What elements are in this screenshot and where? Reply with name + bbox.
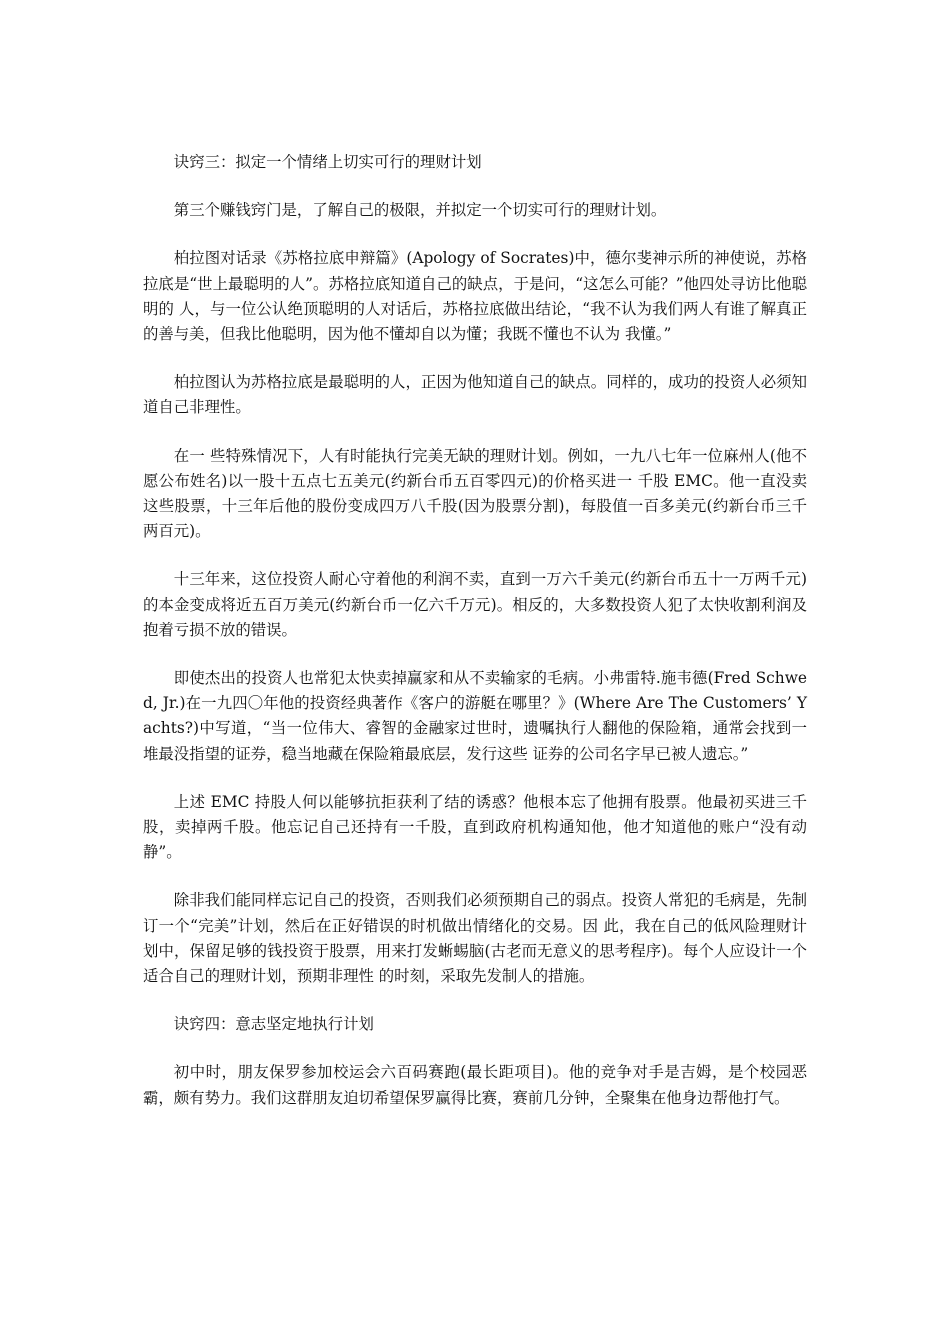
paragraph: 即使杰出的投资人也常犯太快卖掉赢家和从不卖输家的毛病。小弗雷特.施韦德(Fred Schwed, Jr.)在一九四〇年他的投资经典著作《客户的游艇在哪里？》(Where Are The Customers’ Yachts?)中写道，“当一位伟大、睿智的金融家过世时，遗嘱执行人翻他的保险箱，通常会找到一堆最没指望的证券，稳当地藏在保险箱最底层，发行这些 证券的公司名字早已被人遗忘。” (143, 669, 807, 763)
document-body (143, 150, 807, 1134)
paragraph: 第三个赚钱窍门是，了解自己的极限，并拟定一个切实可行的理财计划。 (173, 201, 667, 220)
paragraph: 在一 些特殊情况下，人有时能执行完美无缺的理财计划。例如，一九八七年一位麻州人(他不愿公布姓名)以一股十五点七五美元(约新台币五百零四元)的价格买进一 千股 EMC。他一直没卖这些股票，十三年后他的股份变成四万八千股(因为股票分割)，每股值一百多美元(约新台币三千两百元)。 (143, 446, 807, 541)
section-heading-tip-four: 诀窍四：意志坚定地执行计划 (173, 1015, 374, 1034)
paragraph: 十三年来，这位投资人耐心守着他的利润不卖，直到一万六千美元(约新台币五十一万两千元)的本金变成将近五百万美元(约新台币一亿六千万元)。相反的，大多数投资人犯了太快收割利润及抱着亏损不放的错误。 (143, 570, 807, 639)
section-heading-tip-three: 诀窍三：拟定一个情绪上切实可行的理财计划 (173, 153, 482, 171)
paragraph: 初中时，朋友保罗参加校运会六百码赛跑(最长距项目)。他的竞争对手是吉姆，是个校园恶霸，颇有势力。我们这群朋友迫切希望保罗赢得比赛，赛前几分钟，全聚集在他身边帮他打气。 (143, 1063, 807, 1107)
paragraph: 柏拉图认为苏格拉底是最聪明的人，正因为他知道自己的缺点。同样的，成功的投资人必须知道自己非理性。 (143, 373, 807, 417)
paragraph: 除非我们能同样忘记自己的投资，否则我们必须预期自己的弱点。投资人常犯的毛病是，先制订一个“完美”计划，然后在正好错误的时机做出情绪化的交易。因 此，我在自己的低风险理财计划中，保留足够的钱投资于股票，用来打发蜥蜴脑(古老而无意义的思考程序)。每个人应设计一个适合自己的理财计划，预期非理性 的时刻，采取先发制人的措施。 (143, 891, 807, 986)
paragraph: 上述 EMC 持股人何以能够抗拒获利了结的诱惑？他根本忘了他拥有股票。他最初买进三千股，卖掉两千股。他忘记自己还持有一千股，直到政府机构通知他，他才知道他的账户“没有动静”。 (143, 792, 807, 862)
paragraph: 柏拉图对话录《苏格拉底申辩篇》(Apology of Socrates)中，德尔斐神示所的神使说，苏格拉底是“世上最聪明的人”。苏格拉底知道自己的缺点，于是问，“这怎么可能？”他四处寻访比他聪明的 人，与一位公认绝顶聪明的人对话后，苏格拉底做出结论，“我不认为我们两人有谁了解真正的善与美，但我比他聪明，因为他不懂却自以为懂；我既不懂也不认为 我懂。” (143, 249, 807, 344)
